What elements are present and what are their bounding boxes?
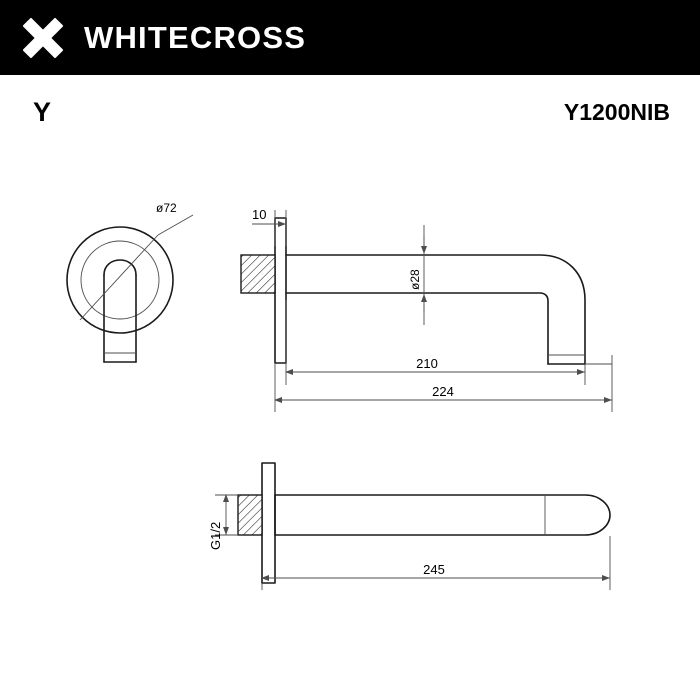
wall-flange-side-view xyxy=(67,201,193,362)
thread-size-label: G1/2 xyxy=(208,521,223,550)
spout-elevation-view xyxy=(208,463,610,590)
projection-total-label: 224 xyxy=(432,384,454,399)
overall-length-label: 245 xyxy=(423,562,445,577)
spout-top-view xyxy=(241,207,612,412)
model-code: Y1200NIB xyxy=(563,99,670,125)
flange-diameter-label: ø72 xyxy=(156,201,177,215)
technical-drawing-canvas xyxy=(0,150,700,700)
brand-header xyxy=(0,0,700,75)
spout-diameter-label: ø28 xyxy=(408,269,422,290)
x-cross-logo-icon xyxy=(20,15,66,61)
title-row xyxy=(0,95,700,135)
series-letter: Y xyxy=(33,97,52,127)
flange-thickness-label: 10 xyxy=(252,207,267,222)
brand-name: WHITECROSS xyxy=(84,19,307,55)
projection-inner-label: 210 xyxy=(416,356,438,371)
